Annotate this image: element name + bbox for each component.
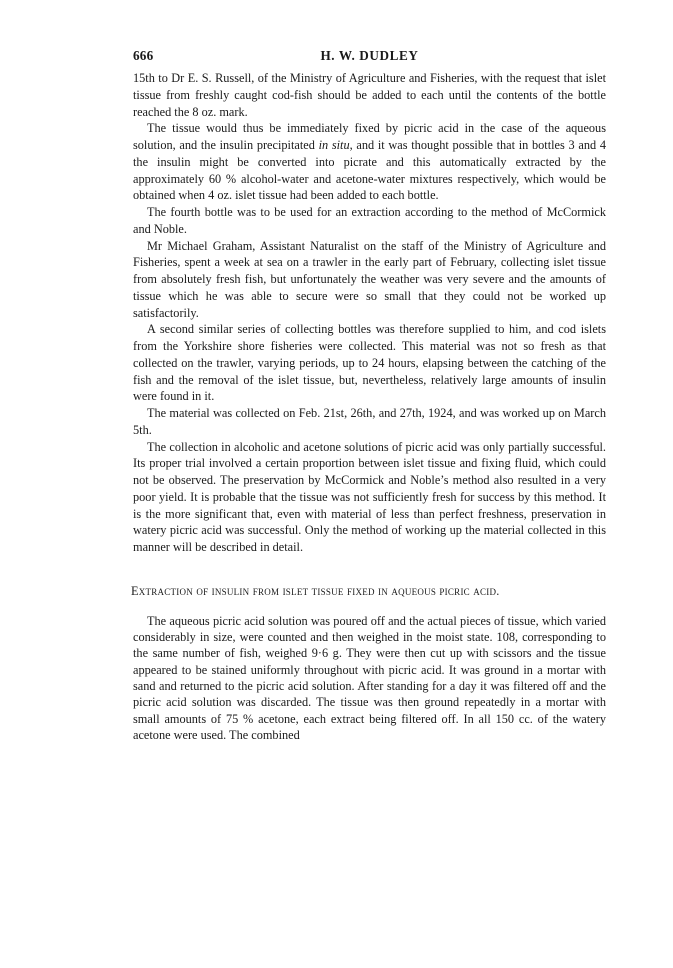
journal-page: [133, 48, 606, 743]
section-heading: Extraction of insulin from islet tissue fixed in aqueous picric acid.: [131, 583, 500, 598]
italic-in-situ: in situ: [318, 138, 350, 152]
paragraph-fixation-text-start: The tissue would thus be immediately fixed by picric acid in the case of the aqueous solution, and the insulin precipitated: [133, 121, 606, 152]
page-number: 666: [133, 48, 154, 63]
page-header: [133, 48, 606, 70]
paragraph-second-series: A second similar series of collecting bottles was therefore supplied to him, and cod islets from the Yorkshire shore fisheries were collected. This material was not so fresh as that collected on the trawler, varying periods, up to 24 hours, elapsing between the catching of the fish and the removal of the islet tissue, but, nevertheless, relatively large amounts of insulin were found in it.: [133, 322, 606, 404]
paragraph-continuation: 15th to Dr E. S. Russell, of the Ministry of Agriculture and Fisheries, with the request that islet tissue from freshly caught cod-fish should be added to each until the contents of the bottle reached the 8 oz. mark.: [133, 71, 606, 119]
paragraph-collection-dates: The material was collected on Feb. 21st, 26th, and 27th, 1924, and was worked up on March 5th.: [133, 406, 606, 437]
article-body: [133, 70, 606, 556]
paragraph-results: The collection in alcoholic and acetone solutions of picric acid was only partially successful. Its proper trial involved a certain proportion between islet tissue and fixing fluid, which could not be observed. The preservation by McCormick and Noble’s method also resulted in a very poor yield. It is probable that the tissue was not sufficiently fresh for success by this method. It is the more significant that, even with material of less than perfect freshness, preservation in watery picric acid was successful. Only the method of working up the material collected in this manner will be described in detail.: [133, 439, 606, 554]
paragraph-fourth-bottle: The fourth bottle was to be used for an extraction according to the method of McCormick and Noble.: [133, 205, 606, 236]
paragraph-fixation: [133, 120, 606, 204]
paragraph-extraction: The aqueous picric acid solution was poured off and the actual pieces of tissue, which varied considerably in size, were counted and then weighed in the moist state. 108, corresponding to the same number of fish, weighed 9·6 g. They were then cut up with scissors and the tissue appeared to be stained uniformly throughout with picric acid. It was ground in a mortar with sand and returned to the picric acid solution. After standing for a day it was filtered off and the picric acid solution was discarded. The tissue was then ground repeatedly in a mortar with small amounts of 75 % acetone, each extract being filtered off. In all 150 cc. of the watery acetone were used. The combined: [133, 613, 606, 742]
paragraph-graham: Mr Michael Graham, Assistant Naturalist on the staff of the Ministry of Agriculture and Fisheries, spent a week at sea on a trawler in the early part of February, collecting islet tissue from absolutely fresh fish, but unfortunately the weather was very severe and the amounts of tissue which he was able to secure were so small that they could not be worked up satisfactorily.: [133, 238, 606, 320]
paragraph-fixation-text-end: , and it was thought possible that in bottles 3 and 4 the insulin might be converted into picrate and this automatically extracted by the approximately 60 % alcohol-water and acetone-water mixtures respectively, which would be obtained when 4 oz. islet tissue had been added to each bottle.: [133, 138, 606, 203]
running-head: H. W. DUDLEY: [320, 48, 419, 63]
section-body: [133, 613, 606, 743]
